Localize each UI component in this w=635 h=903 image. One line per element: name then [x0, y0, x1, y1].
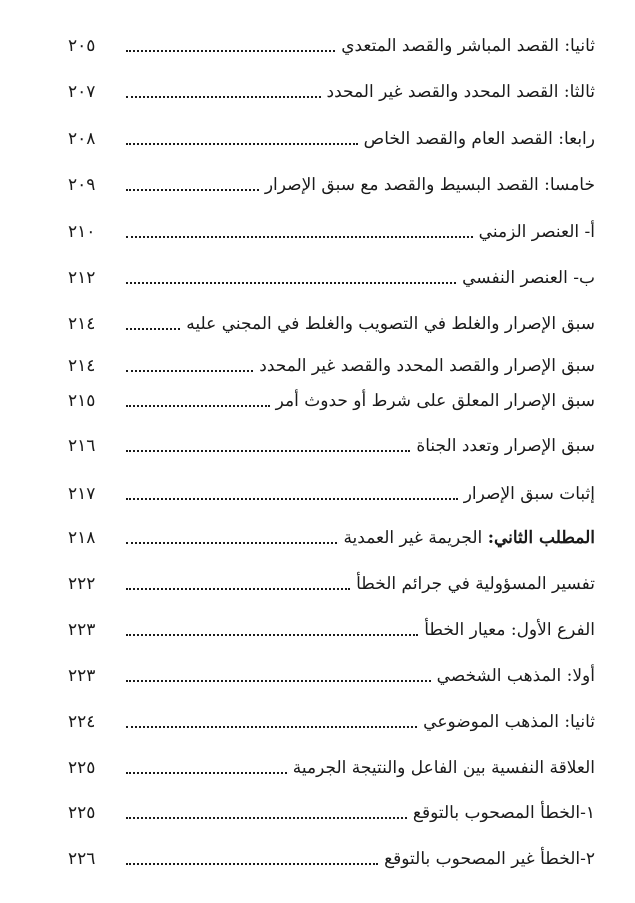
toc-leader-dots: [126, 327, 180, 330]
toc-entry-title: رابعا: القصد العام والقصد الخاص: [363, 129, 595, 149]
toc-entry-page: ٢٠٨: [68, 129, 96, 149]
toc-entry-page: ٢١٤: [68, 356, 96, 376]
toc-entry: [68, 476, 595, 506]
toc-leader-dots: [126, 771, 287, 774]
toc-entry-title: ثانيا: المذهب الموضوعي: [423, 712, 595, 732]
toc-entry-title: خامسا: القصد البسيط والقصد مع سبق الإصرار: [264, 175, 595, 195]
toc-leader-dots: [126, 142, 358, 145]
toc-entry-page: ٢١٧: [68, 484, 96, 504]
toc-entry-page: ٢٠٧: [68, 82, 96, 102]
toc-entry-title: الفرع الأول: معيار الخطأ: [424, 620, 595, 640]
toc-entry-page: ٢١٦: [68, 436, 96, 456]
toc-entry-title: [343, 526, 595, 550]
toc-section-label: المطلب الثاني:: [487, 528, 595, 548]
toc-entry: [68, 121, 595, 151]
toc-leader-dots: [126, 235, 473, 238]
toc-leader-dots: [126, 725, 417, 728]
toc-leader-dots: [126, 862, 378, 865]
toc-entry-title: سبق الإصرار والغلط في التصويب والغلط في المجني عليه: [186, 314, 595, 334]
toc-entry: [68, 704, 595, 734]
toc-entry-page: ٢٢٣: [68, 620, 96, 640]
toc-entry-page: ٢١٨: [68, 528, 96, 548]
toc-entry-page: ٢١٥: [68, 391, 96, 411]
toc-entry-title: العلاقة النفسية بين الفاعل والنتيجة الجرمية: [292, 758, 595, 778]
toc-leader-dots: [126, 95, 321, 98]
toc-entry: [68, 795, 595, 825]
toc-entry-title: أولا: المذهب الشخصي: [436, 666, 595, 686]
toc-entry: [68, 658, 595, 688]
toc-entry-page: ٢٢٤: [68, 712, 96, 732]
toc-entry-title: إثبات سبق الإصرار: [463, 484, 595, 504]
toc-entry-title: ثانيا: القصد المباشر والقصد المتعدي: [341, 36, 595, 56]
toc-leader-dots: [126, 679, 431, 682]
toc-entry-title: ثالثا: القصد المحدد والقصد غير المحدد: [326, 82, 595, 102]
toc-leader-dots: [126, 541, 337, 544]
toc-leader-dots: [126, 816, 407, 819]
toc-entry: [68, 260, 595, 290]
toc-entry: [68, 612, 595, 642]
toc-entry-title: سبق الإصرار المعلق على شرط أو حدوث أمر: [275, 391, 595, 411]
toc-entry: [68, 566, 595, 596]
toc-entry: [68, 28, 595, 58]
toc-entry-title: ١-الخطأ المصحوب بالتوقع: [412, 803, 595, 823]
toc-leader-dots: [126, 587, 350, 590]
toc-leader-dots: [126, 404, 270, 407]
toc-entry-section: [68, 520, 595, 550]
toc-entry-title: ب- العنصر النفسي: [462, 268, 595, 288]
toc-entry: [68, 167, 595, 197]
toc-leader-dots: [126, 449, 410, 452]
toc-entry: [68, 383, 595, 413]
toc-entry-page: ٢٢٦: [68, 849, 96, 869]
toc-entry-page: ٢٢٥: [68, 803, 96, 823]
toc-entry-page: ٢١٤: [68, 314, 96, 334]
toc-entry-title: سبق الإصرار والقصد المحدد والقصد غير المحدد: [259, 356, 595, 376]
toc-entry-title: أ- العنصر الزمني: [478, 222, 595, 242]
toc-entry-page: ٢١٢: [68, 268, 96, 288]
toc-leader-dots: [126, 633, 418, 636]
toc-entry-page: ٢٢٢: [68, 574, 96, 594]
toc-leader-dots: [126, 49, 335, 52]
toc-leader-dots: [126, 497, 458, 500]
toc-section-title: الجريمة غير العمدية: [343, 528, 483, 548]
toc-entry: [68, 348, 595, 378]
toc-entry: [68, 841, 595, 871]
toc-entry-page: ٢١٠: [68, 222, 96, 242]
toc-entry: [68, 750, 595, 780]
toc-entry: [68, 306, 595, 336]
toc-entry-page: ٢٢٥: [68, 758, 96, 778]
toc-entry-title: ٢-الخطأ غير المصحوب بالتوقع: [384, 849, 595, 869]
toc-leader-dots: [126, 369, 253, 372]
toc-leader-dots: [126, 281, 456, 284]
toc-entry: [68, 428, 595, 458]
toc-leader-dots: [126, 188, 259, 191]
toc-entry: [68, 74, 595, 104]
toc-entry-title: سبق الإصرار وتعدد الجناة: [416, 436, 595, 456]
toc-entry-page: ٢٠٩: [68, 175, 96, 195]
toc-entry-title: تفسير المسؤولية في جرائم الخطأ: [356, 574, 595, 594]
toc-entry-page: ٢٢٣: [68, 666, 96, 686]
toc-entry-page: ٢٠٥: [68, 36, 96, 56]
toc-entry: [68, 214, 595, 244]
